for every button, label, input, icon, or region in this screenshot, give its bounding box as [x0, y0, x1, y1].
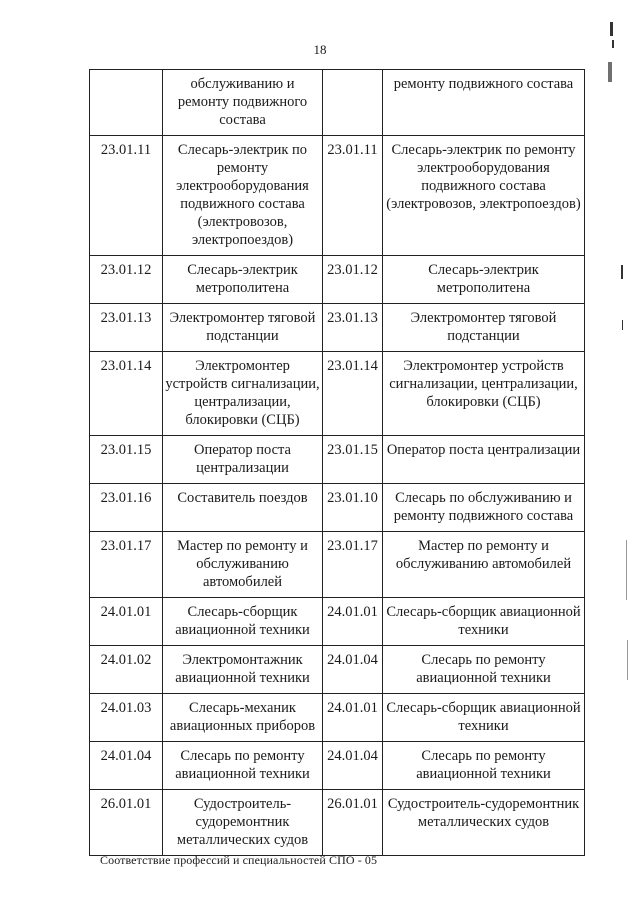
- new-profession-cell: Судостроитель-судоремонтник металлических судов: [383, 790, 585, 856]
- table-row: [90, 70, 585, 136]
- old-code-cell: 23.01.15: [90, 436, 163, 484]
- new-code-cell: 23.01.11: [323, 136, 383, 256]
- new-profession-cell: Электромонтер устройств сигнализации, централизации, блокировки (СЦБ): [383, 352, 585, 436]
- new-code-cell: 24.01.01: [323, 598, 383, 646]
- scan-artifact: [612, 40, 614, 48]
- scan-artifact: [626, 540, 627, 600]
- old-profession-cell: Слесарь по ремонту авиационной техники: [163, 742, 323, 790]
- new-profession-cell: Слесарь-сборщик авиационной техники: [383, 694, 585, 742]
- scan-artifact: [608, 62, 612, 82]
- new-profession-cell: Слесарь-электрик метрополитена: [383, 256, 585, 304]
- page-number: 18: [313, 42, 327, 57]
- table-row: [90, 742, 585, 790]
- new-code-cell: 23.01.13: [323, 304, 383, 352]
- old-profession-cell: Электромонтажник авиационной техники: [163, 646, 323, 694]
- table-row: [90, 256, 585, 304]
- old-code-cell: [90, 70, 163, 136]
- old-code-cell: 23.01.14: [90, 352, 163, 436]
- scan-artifact: [627, 640, 628, 680]
- table-row: [90, 436, 585, 484]
- new-profession-cell: Слесарь-сборщик авиационной техники: [383, 598, 585, 646]
- old-code-cell: 24.01.01: [90, 598, 163, 646]
- old-code-cell: 23.01.17: [90, 532, 163, 598]
- new-code-cell: 23.01.14: [323, 352, 383, 436]
- table-row: [90, 532, 585, 598]
- new-code-cell: 26.01.01: [323, 790, 383, 856]
- old-profession-cell: Слесарь-электрик метрополитена: [163, 256, 323, 304]
- new-profession-cell: Слесарь-электрик по ремонту электрооборудования подвижного состава (электровозов, электропоездов): [383, 136, 585, 256]
- old-profession-cell: Слесарь-сборщик авиационной техники: [163, 598, 323, 646]
- new-code-cell: 23.01.15: [323, 436, 383, 484]
- new-profession-cell: Электромонтер тяговой подстанции: [383, 304, 585, 352]
- old-profession-cell: Оператор поста централизации: [163, 436, 323, 484]
- new-code-cell: 24.01.04: [323, 742, 383, 790]
- old-code-cell: 24.01.03: [90, 694, 163, 742]
- document-footer: Соответствие профессий и специальностей СПО - 05: [100, 853, 378, 867]
- new-code-cell: 23.01.17: [323, 532, 383, 598]
- table-row: [90, 646, 585, 694]
- old-code-cell: 26.01.01: [90, 790, 163, 856]
- new-profession-cell: Оператор поста централизации: [383, 436, 585, 484]
- professions-table: [89, 69, 585, 856]
- scan-artifact: [610, 22, 613, 36]
- new-code-cell: [323, 70, 383, 136]
- new-profession-cell: Слесарь по обслуживанию и ремонту подвижного состава: [383, 484, 585, 532]
- old-profession-cell: Электромонтер тяговой подстанции: [163, 304, 323, 352]
- new-code-cell: 23.01.12: [323, 256, 383, 304]
- old-profession-cell: Слесарь-механик авиационных приборов: [163, 694, 323, 742]
- old-code-cell: 23.01.16: [90, 484, 163, 532]
- scan-artifact: [622, 320, 623, 330]
- old-profession-cell: Судостроитель-судоремонтник металлических судов: [163, 790, 323, 856]
- old-profession-cell: обслуживанию и ремонту подвижного состава: [163, 70, 323, 136]
- table-row: [90, 136, 585, 256]
- new-code-cell: 23.01.10: [323, 484, 383, 532]
- new-profession-cell: Слесарь по ремонту авиационной техники: [383, 742, 585, 790]
- table-row: [90, 694, 585, 742]
- old-profession-cell: Мастер по ремонту и обслуживанию автомобилей: [163, 532, 323, 598]
- old-code-cell: 23.01.13: [90, 304, 163, 352]
- table-row: [90, 352, 585, 436]
- new-profession-cell: Слесарь по ремонту авиационной техники: [383, 646, 585, 694]
- old-code-cell: 24.01.02: [90, 646, 163, 694]
- table-row: [90, 790, 585, 856]
- old-code-cell: 23.01.11: [90, 136, 163, 256]
- new-code-cell: 24.01.01: [323, 694, 383, 742]
- old-code-cell: 23.01.12: [90, 256, 163, 304]
- new-profession-cell: ремонту подвижного состава: [383, 70, 585, 136]
- new-profession-cell: Мастер по ремонту и обслуживанию автомобилей: [383, 532, 585, 598]
- old-profession-cell: Слесарь-электрик по ремонту электрооборудования подвижного состава (электровозов, электропоездов): [163, 136, 323, 256]
- table-row: [90, 484, 585, 532]
- old-code-cell: 24.01.04: [90, 742, 163, 790]
- scan-artifact: [621, 265, 623, 279]
- old-profession-cell: Составитель поездов: [163, 484, 323, 532]
- table-row: [90, 598, 585, 646]
- table-row: [90, 304, 585, 352]
- new-code-cell: 24.01.04: [323, 646, 383, 694]
- old-profession-cell: Электромонтер устройств сигнализации, централизации, блокировки (СЦБ): [163, 352, 323, 436]
